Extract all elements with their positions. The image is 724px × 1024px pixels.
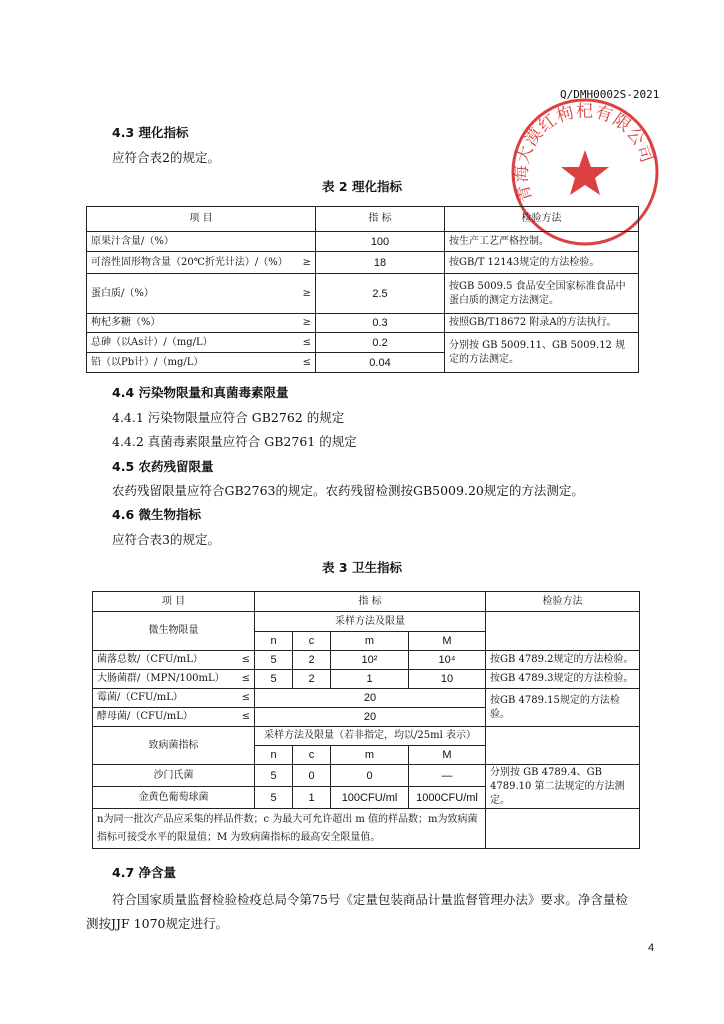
t3-col-n: n xyxy=(255,632,293,651)
section-4-6-text: 应符合表3的规定。 xyxy=(112,532,220,547)
table-row: 大肠菌群/（MPN/100mL） ≤ 5 2 1 10 按GB 4789.3规定的方法检验。 xyxy=(93,670,640,689)
t3-micro-group: 微生物限量 xyxy=(93,612,255,651)
section-4-4-1: 4.4.1 污染物限量应符合 GB2762 的规定 xyxy=(112,410,345,425)
t3-item: 酵母菌/（CFU/mL） xyxy=(97,711,193,722)
table2-caption: 表 2 理化指标 xyxy=(322,179,402,194)
t3-header-index: 指 标 xyxy=(255,592,486,612)
t2-header-item: 项 目 xyxy=(87,207,316,232)
t3-m: 100CFU/ml xyxy=(331,787,409,809)
t3-value: 20 xyxy=(255,708,486,727)
t3-path-group: 致病菌指标 xyxy=(93,727,255,765)
t3-value: 20 xyxy=(255,689,486,708)
page-number: 4 xyxy=(648,942,655,954)
t3-n: 5 xyxy=(255,787,293,809)
t3-m: 0 xyxy=(331,765,409,787)
table-row: 霉菌/（CFU/mL） ≤ 20 按GB 4789.15规定的方法检验。 xyxy=(93,689,640,708)
section-4-3-text: 应符合表2的规定。 xyxy=(112,150,220,165)
t3-micro-plan: 采样方法及限量 xyxy=(255,612,486,632)
svg-text:青海大漠红枸杞有限公司: 青海大漠红枸杞有限公司 xyxy=(511,101,658,205)
t3-c: 1 xyxy=(293,787,331,809)
t2-value: 0.2 xyxy=(316,333,445,353)
table-row: 蛋白质/（%） ≥ 2.5 按GB 5009.5 食品安全国家标准食品中蛋白质的测定方法测定。 xyxy=(87,274,639,314)
table-row: 铅（以Pb计）/（mg/L） ≤ 0.04 xyxy=(87,353,639,373)
t2-header-index: 指 标 xyxy=(316,207,445,232)
t3-method: 按GB 4789.3规定的方法检验。 xyxy=(486,670,640,689)
table-row xyxy=(93,765,640,787)
t3-M: — xyxy=(409,765,486,787)
table-row: 菌落总数/（CFU/mL） ≤ 5 2 10² 10⁴ 按GB 4789.2规定的方法检验。 xyxy=(93,651,640,670)
section-4-7-text: 符合国家质量监督检验检疫总局令第75号《定量包装商品计量监督管理办法》要求。净含量检测按JJF 1070规定进行。 xyxy=(86,892,628,931)
t3-item: 沙门氏菌 xyxy=(93,765,255,787)
t2-item: 可溶性固形物含量（20℃折光计法）/（%） xyxy=(91,256,288,268)
t2-header-method: 检验方法 xyxy=(445,207,639,232)
t3-n: 5 xyxy=(255,670,293,689)
t3-item: 菌落总数/（CFU/mL） xyxy=(97,654,203,665)
t3-path-plan: 采样方法及限量（若非指定，均以/25ml 表示） xyxy=(255,727,486,746)
t2-item: 铅（以Pb计）/（mg/L） xyxy=(91,356,204,368)
t2-method: 分别按 GB 5009.11、GB 5009.12 规定的方法测定。 xyxy=(445,333,639,373)
t2-value: 100 xyxy=(316,232,445,252)
table-row: 酵母菌/（CFU/mL） ≤ 20 xyxy=(93,708,640,727)
t2-item: 总砷（以As计）/（mg/L） xyxy=(91,336,213,348)
table-2 xyxy=(86,206,639,373)
t3-c: 2 xyxy=(293,651,331,670)
t2-item: 原果汁含量/（%） xyxy=(91,235,174,247)
t3-method: 分别按 GB 4789.4、GB 4789.10 第二法规定的方法测定。 xyxy=(486,765,640,809)
t3-note: n为同一批次产品应采集的样品件数；c 为最大可允许超出 m 值的样品数；m为致病菌指标可接受水平的限量值；M 为致病菌指标的最高安全限量值。 xyxy=(93,809,486,849)
table-row: 枸杞多糖（%） ≥ 0.3 按照GB/T18672 附录A的方法执行。 xyxy=(87,314,639,333)
t3-n: 5 xyxy=(255,651,293,670)
t3-header-item: 项 目 xyxy=(93,592,255,612)
document-number: Q/DMH0002S-2021 xyxy=(560,88,660,101)
t3-method: 按GB 4789.15规定的方法检验。 xyxy=(486,689,640,727)
t3-M: 10 xyxy=(409,670,486,689)
t3-header-method: 检验方法 xyxy=(486,592,640,612)
table-row: 总砷（以As计）/（mg/L） ≤ 0.2 分别按 GB 5009.11、GB 5009.12 规定的方法测定。 xyxy=(87,333,639,353)
t3-M: 10⁴ xyxy=(409,651,486,670)
t3-c: 2 xyxy=(293,670,331,689)
section-4-6-heading: 4.6 微生物指标 xyxy=(112,507,201,522)
t3-col-M: M xyxy=(409,632,486,651)
t2-method: 按GB/T 12143规定的方法检验。 xyxy=(445,252,639,274)
t2-value: 2.5 xyxy=(316,274,445,314)
section-4-5-heading: 4.5 农药残留限量 xyxy=(112,459,214,474)
t2-value: 0.04 xyxy=(316,353,445,373)
section-4-3-heading: 4.3 理化指标 xyxy=(112,125,189,140)
t3-item: 霉菌/（CFU/mL） xyxy=(97,692,183,703)
t3-M: 1000CFU/ml xyxy=(409,787,486,809)
t3-item: 金黄色葡萄球菌 xyxy=(93,787,255,809)
t2-method: 按生产工艺严格控制。 xyxy=(445,232,639,252)
t2-method: 按照GB/T18672 附录A的方法执行。 xyxy=(445,314,639,333)
t3-item: 大肠菌群/（MPN/100mL） xyxy=(97,673,225,684)
t3-col-c: c xyxy=(293,632,331,651)
section-4-4-heading: 4.4 污染物限量和真菌毒素限量 xyxy=(112,385,289,400)
table-row: 可溶性固形物含量（20℃折光计法）/（%） ≥ 18 按GB/T 12143规定的方法检验。 xyxy=(87,252,639,274)
table-3: 项 目 指 标 检验方法 微生物限量 采样方法及限量 n c m M 菌落总数/（CFU/mL） ≤ 5 2 10² 10⁴ 按GB 4789.2规定的方法检验。 大肠菌群/（MPN/100mL） ≤ 5 2 1 10 按GB 4789.3规定的方法检验。 霉菌/（CFU/mL） ≤ 20 按GB 4789.15规定的方法检验。 酵母菌/（CFU/mL） ≤ 20 致病菌指标 采样方法及限量（若非指定，均以/25ml 表示） n c m M 沙门氏菌 5 0 0 — 分别按 GB 4789.4、GB 4789.10 第二法规定的方法测定。 金黄色葡萄球菌 5 1 100CFU/ml 1000CFU/ml n为同一批次产品应采集的样品件数；c 为最大可允许超出 m 值的样品数；m为致病菌指标可接受水平的限量值；M 为致病菌指标的最高安全限量值。 xyxy=(92,591,640,849)
section-4-7-heading: 4.7 净含量 xyxy=(112,865,176,880)
t2-value: 18 xyxy=(316,252,445,274)
t2-method: 按GB 5009.5 食品安全国家标准食品中蛋白质的测定方法测定。 xyxy=(445,274,639,314)
t3-n: 5 xyxy=(255,765,293,787)
section-4-4-2: 4.4.2 真菌毒素限量应符合 GB2761 的规定 xyxy=(112,434,357,449)
t3-col-m: m xyxy=(331,632,409,651)
t3-m: 1 xyxy=(331,670,409,689)
t3-method: 按GB 4789.2规定的方法检验。 xyxy=(486,651,640,670)
table-row xyxy=(87,232,639,252)
t3-c: 0 xyxy=(293,765,331,787)
t2-item: 枸杞多糖（%） xyxy=(91,317,161,328)
t2-value: 0.3 xyxy=(316,314,445,333)
table3-caption: 表 3 卫生指标 xyxy=(322,560,402,575)
t3-m: 10² xyxy=(331,651,409,670)
t2-item: 蛋白质/（%） xyxy=(91,287,154,299)
section-4-5-text: 农药残留限量应符合GB2763的规定。农药残留检测按GB5009.20规定的方法测定。 xyxy=(112,483,584,498)
